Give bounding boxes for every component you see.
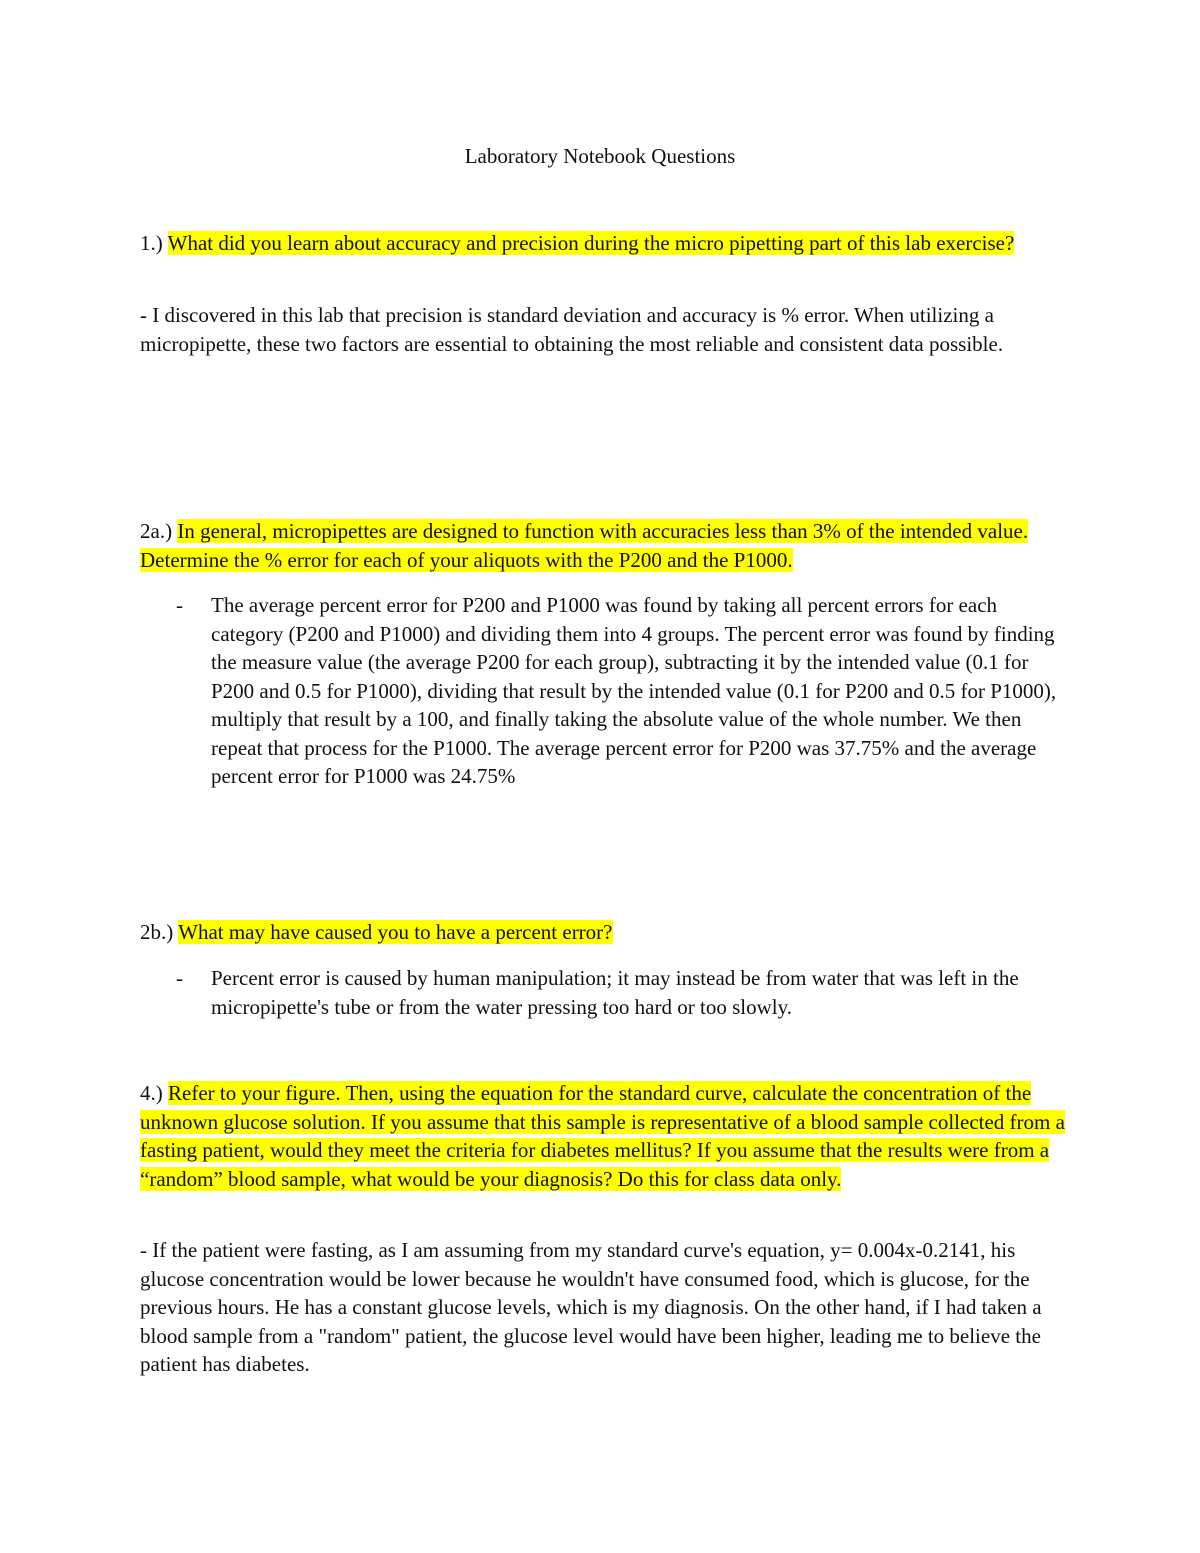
question-2b-text: What may have caused you to have a percent error? <box>178 920 613 944</box>
question-4-text: Refer to your figure. Then, using the equation for the standard curve, calculate the concentration of the unknown glucose solution. If you assume that this sample is representative of a blood sample collected from a fasting patient, would they meet the criteria for diabetes mellitus? If you assume that the results were from a “random” blood sample, what would be your diagnosis? Do this for class data only. <box>140 1081 1065 1191</box>
question-1 <box>140 229 1070 258</box>
question-2a-prompt <box>140 517 1070 574</box>
answer-2b <box>140 964 1070 1021</box>
question-4 <box>140 1079 1070 1193</box>
answer-4-text: - If the patient were fasting, as I am assuming from my standard curve's equation, y= 0.004x-0.2141, his glucose concentration would be lower because he wouldn't have consumed food, which is glucose, for the previous hours. He has a constant glucose levels, which is my diagnosis. On the other hand, if I had taken a blood sample from a "random" patient, the glucose level would have been higher, leading me to believe the patient has diabetes. <box>140 1238 1042 1376</box>
question-2b-prompt <box>140 918 1070 947</box>
page-title: Laboratory Notebook Questions <box>464 144 736 168</box>
bullet-dash: - <box>176 966 183 990</box>
question-2b <box>140 918 1070 947</box>
answer-1-text: - I discovered in this lab that precision is standard deviation and accuracy is % error. When utilizing a micropipette, these two factors are essential to obtaining the most reliable and consistent data possible. <box>140 303 1004 356</box>
question-4-prompt <box>140 1079 1070 1193</box>
answer-2a <box>140 591 1070 791</box>
question-2a-text: In general, micropipettes are designed to function with accuracies less than 3% of the intended value. Determine the % error for each of your aliquots with the P200 and the P1000. <box>140 519 1029 572</box>
question-2a-number: 2a.) <box>140 519 178 543</box>
question-2a <box>140 517 1070 574</box>
answer-1 <box>140 301 1070 358</box>
bullet-dash: - <box>176 593 183 617</box>
question-1-number: 1.) <box>140 231 168 255</box>
question-1-text: What did you learn about accuracy and precision during the micro pipetting part of this lab exercise? <box>167 231 1015 255</box>
answer-2b-text: Percent error is caused by human manipulation; it may instead be from water that was left in the micropipette's tube or from the water pressing too hard or too slowly. <box>211 966 1019 1019</box>
question-1-prompt <box>140 229 1070 258</box>
answer-4 <box>140 1236 1070 1379</box>
question-4-number: 4.) <box>140 1081 168 1105</box>
question-2b-number: 2b.) <box>140 920 179 944</box>
answer-2a-text: The average percent error for P200 and P1000 was found by taking all percent errors for each category (P200 and P1000) and dividing them into 4 groups. The percent error was found by finding the measure value (the average P200 for each group), subtracting it by the intended value (0.1 for P200 and 0.5 for P1000), dividing that result by the intended value (0.1 for P200 and 0.5 for P1000), multiply that result by a 100, and finally taking the absolute value of the whole number. We then repeat that process for the P1000. The average percent error for P200 was 37.75% and the average percent error for P1000 was 24.75% <box>211 593 1057 788</box>
